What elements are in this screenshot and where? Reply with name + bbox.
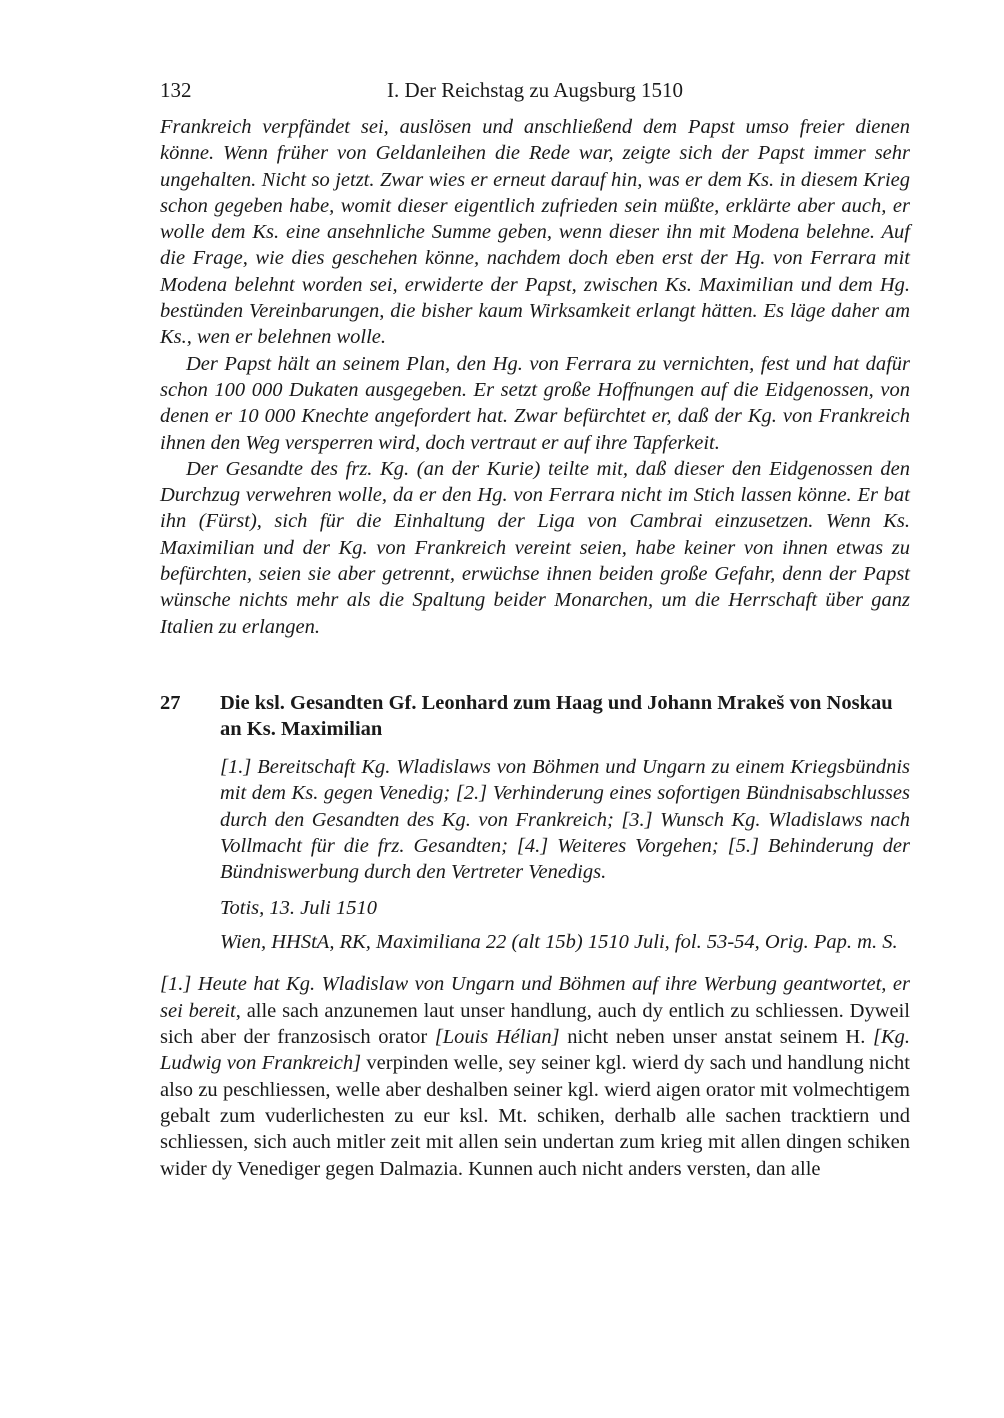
body-text-2: nicht neben unser anstat seinem H. [559, 1026, 873, 1049]
page-number: 132 [160, 78, 192, 102]
body-text-3: verpinden welle, sey seiner kgl. wierd dy sach und handlung nicht also zu peschliessen, welle aber deshalben seiner kgl. wierd aigen orator mit volmechtigem gebalt zum vuderlichesten zu eur ksl. Mt. schiken, derhalb alle sachen tracktiern und schliessen, sich auch mitler zeit mit allen sein undertan zum krieg mit allen dingen schiken wider dy Venediger gegen Dalmazia. Kunnen auch nicht anders versten, dan alle [160, 1052, 911, 1180]
editorial-note-2: [Kg. Ludwig von Frankreich] [160, 1026, 910, 1075]
running-head [160, 78, 910, 114]
document-place-date: Totis, 13. Juli 1510 [220, 897, 378, 920]
paragraph-gesandte: Der Gesandte des frz. Kg. (an der Kurie) teilte mit, daß dieser den Eidgenossen den Durchzug verwehren wolle, da er den Hg. von Ferrara nicht im Stich lassen könne. Er bat ihn (Fürst), sich für die Einhaltung der Liga von Cambrai einzusetzen. Wenn Ks. Maximilian und der Kg. von Frankreich vereint seien, habe keiner von ihnen etwas zu befürchten, seien sie aber getrennt, erwüchse ihnen beiden große Gefahr, denn der Papst wünsche nichts mehr als die Spaltung beider Monarchen, um die Herrschaft über ganz Italien zu erlangen. [160, 457, 910, 638]
document-number: 27 [160, 691, 181, 714]
running-title: I. Der Reichstag zu Augsburg 1510 [387, 78, 683, 102]
paragraph-frankreich: Frankreich verpfändet sei, auslösen und anschließend dem Papst umso freier dienen könne. Wenn früher von Geldanleihen die Rede war, zeigte sich der Papst immer sehr ungehalten. Nicht so jetzt. Zwar wies er erneut darauf hin, was er dem Ks. in diesem Krieg schon gegeben habe, womit dieser eigentlich zufrieden sein müßte, erklärte aber auch, er wolle dem Ks. eine ansehnliche Summe geben, wenn dieser ihn mit Modena belehne. Auf die Frage, wie dies geschehen könne, nachdem doch eben erst der Hg. von Ferrara mit Modena belehnt worden sei, erwiderte der Papst, zwischen Ks. Maximilian und dem Hg. bestünden Vereinbarungen, die bisher kaum Wirksamkeit erlangt hätten. Es läge daher am Ks., wen er belehnen wolle. [160, 116, 910, 349]
editorial-note-1: [Louis Hélian] [434, 1026, 560, 1049]
document-page [160, 78, 910, 1182]
body-lead-italic: [1.] Heute hat Kg. Wladislaw von Ungarn und Böhmen auf ihre Werbung geantwortet, er sei bereit [160, 973, 910, 1022]
document-archive-reference: Wien, HHStA, RK, Maximiliana 22 (alt 15b) 1510 Juli, fol. 53-54, Orig. Pap. m. S. [220, 931, 898, 954]
paragraph-papst-plan: Der Papst hält an seinem Plan, den Hg. von Ferrara zu vernichten, fest und hat dafür schon 100 000 Dukaten ausgegeben. Er setzt große Hoffnungen auf die Eidgenossen, von denen er 10 000 Knechte angefordert hat. Zwar befürchtet er, daß der Kg. von Frankreich ihnen den Weg versperren wird, doch vertraut er auf ihre Tapferkeit. [160, 352, 910, 454]
document-body [160, 971, 910, 1181]
document-regest: [1.] Bereitschaft Kg. Wladislaws von Böhmen und Ungarn zu einem Kriegsbündnis mit dem Ks. gegen Venedig; [2.] Verhinderung eines sofortigen Bündnisabschlusses durch den Gesandten des Kg. von Frankreich; [3.] Wunsch Kg. Wladislaws nach Vollmacht für die frz. Gesandten; [4.] Weiteres Vorgehen; [5.] Behinderung der Bündniswerbung durch den Vertreter Venedigs. [220, 755, 910, 884]
document-title: Die ksl. Gesandten Gf. Leonhard zum Haag und Johann Mrakeš von Noskau an Ks. Maximilian [220, 691, 893, 740]
body-text-1: , alle sach anzunemen laut unser handlung, auch dy entlich zu schliessen. Dyweil sich aber der franzosisch orator [160, 999, 910, 1049]
document-heading [160, 690, 910, 955]
